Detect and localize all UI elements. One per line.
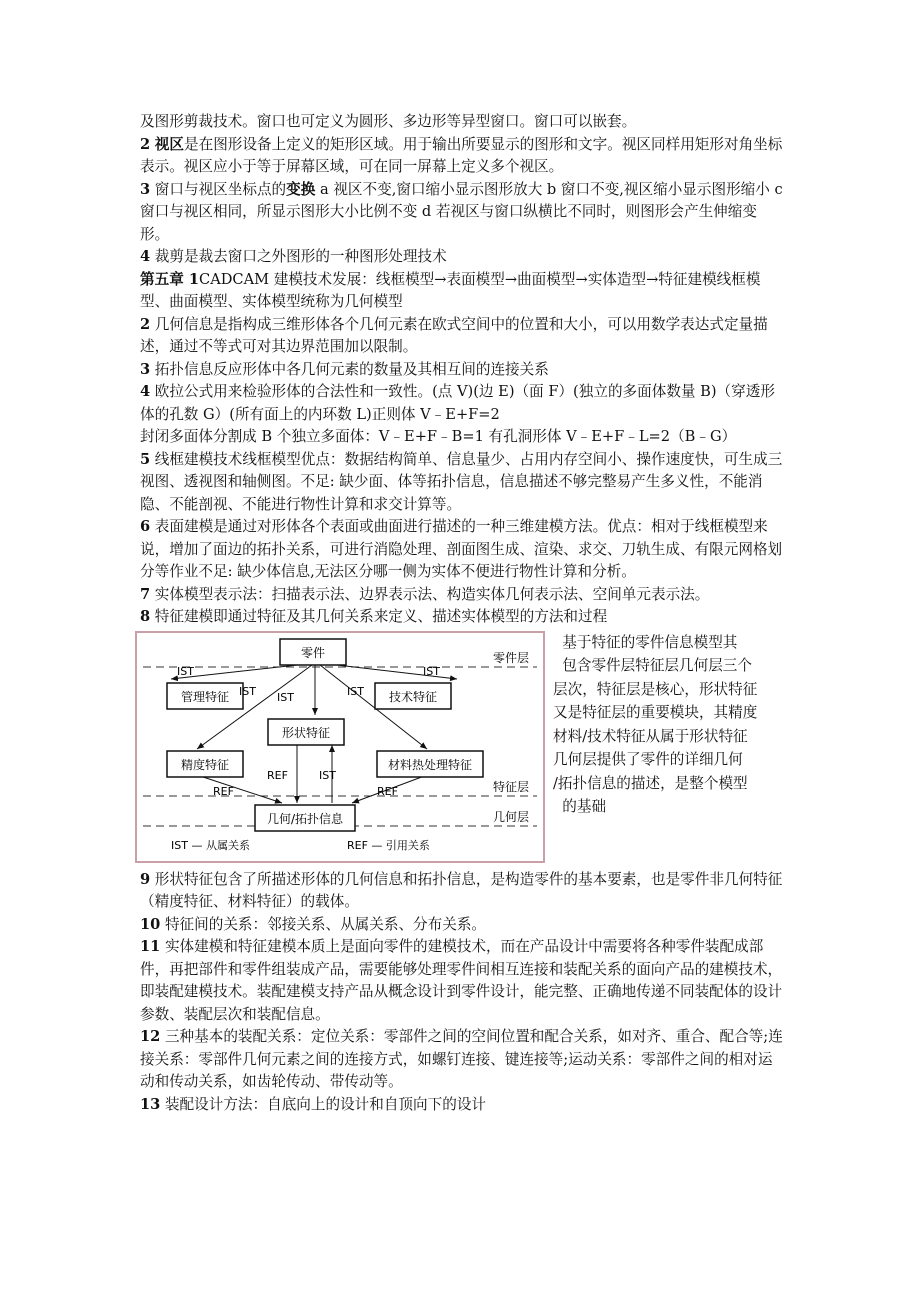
layer-label-feature: 特征层 [493, 779, 530, 794]
feature-model-diagram [135, 631, 545, 863]
paragraph-2: 2 视区是在图形设备上定义的矩形区域。用于输出所要显示的图形和文字。视区同样用矩形对角坐标表示。视区应小于等于屏幕区域，可在同一屏幕上定义多个视区。 [140, 135, 783, 175]
paragraph-3: 3 窗口与视区坐标点的变换 a 视区不变,窗口缩小显示图形放大 b 窗口不变,视区缩小显示图形缩小 c 窗口与视区相同，所显示图形大小比例不变 d 若视区与窗口纵横比不同时，则图形会产生伸缩变形。 [140, 180, 783, 243]
label-ist-3: IST [277, 690, 294, 704]
paragraph-ch5-11: 11 实体建模和特征建模本质上是面向零件的建模技术，而在产品设计中需要将各种零件装配成部件，再把部件和零件组装成产品，需要能够处理零件间相互连接和装配关系的面向产品的建模技术，即装配建模技术。装配建模支持产品从概念设计到零件设计，能完整、正确地传递不同装配体的设计参数、装配层次和装配信息。 [140, 938, 783, 1023]
paragraph-ch5-5: 5 线框建模技术线框模型优点：数据结构简单、信息量少、占用内存空间小、操作速度快，可生成三视图、透视图和轴侧图。不足: 缺少面、体等拓扑信息，信息描述不够完整易产生多义性，不能消隐、不能剖视、不能进行物性计算和求交计算等。 [140, 450, 783, 513]
paragraphs-top [140, 111, 785, 629]
paragraph-ch5-12: 12 三种基本的装配关系：定位关系：零部件之间的空间位置和配合关系，如对齐、重合、配合等;连接关系：零部件几何元素之间的连接方式，如螺钉连接、键连接等;运动关系：零部件之间的相对运动和传动关系，如齿轮传动、带传动等。 [140, 1028, 783, 1090]
paragraph-ch5-8: 8 特征建模即通过特征及其几何关系来定义、描述实体模型的方法和过程 [140, 608, 608, 625]
legend-ist: IST — 从属关系 [171, 838, 250, 852]
document-page [140, 111, 785, 1116]
paragraph-4: 4 裁剪是裁去窗口之外图形的一种图形处理技术 [140, 248, 447, 265]
paragraph-ch5-6: 6 表面建模是通过对形体各个表面或曲面进行描述的一种三维建模方法。优点：相对于线框模型来说，增加了面边的拓扑关系，可进行消隐处理、剖面图生成、渲染、求交、刀轨生成、有限元网格划分等作业不足: 缺少体信息,无法区分哪一侧为实体不便进行物性计算和分析。 [140, 518, 783, 580]
caption-line: 的基础 [553, 798, 607, 815]
label-ref-3: REF [377, 784, 398, 798]
paragraph-ch5-3: 3 拓扑信息反应形体中各几何元素的数量及其相互间的连接关系 [140, 360, 549, 378]
legend-ref: REF — 引用关系 [347, 838, 430, 852]
paragraph-0: 及图形剪裁技术。窗口也可定义为圆形、多边形等异型窗口。窗口可以嵌套。 [140, 113, 637, 130]
node-material: 材料热处理特征 [387, 757, 473, 772]
label-ref-1: REF [267, 768, 288, 782]
label-ist-6: IST [319, 768, 336, 782]
node-part: 零件 [300, 645, 326, 660]
paragraph-ch5-13: 13 装配设计方法：自底向上的设计和自顶向下的设计 [140, 1095, 487, 1113]
node-shape: 形状特征 [281, 725, 331, 740]
label-ist-1: IST [177, 664, 194, 678]
caption-line: /拓扑信息的描述，是整个模型 [553, 774, 748, 792]
paragraph-ch5-10: 10 特征间的关系：邻接关系、从属关系、分布关系。 [140, 915, 487, 933]
paragraph-ch5-4: 4 欧拉公式用来检验形体的合法性和一致性。(点 V)(边 E)（面 F）(独立的多面体数量 B)（穿透形体的孔数 G）(所有面上的内环数 L)正则体 V﹣E+F=2 [140, 383, 775, 423]
diagram-svg [137, 633, 543, 861]
node-manage: 管理特征 [180, 689, 230, 704]
layer-label-part: 零件层 [493, 650, 530, 665]
node-tech: 技术特征 [388, 689, 438, 704]
caption-line: 层次，特征层是核心，形状特征 [553, 680, 758, 698]
node-geo: 几何/拓扑信息 [266, 811, 344, 826]
paragraph-ch5-2: 2 几何信息是指构成三维形体各个几何元素在欧式空间中的位置和大小，可以用数学表达式定量描述，通过不等式可对其边界范围加以限制。 [140, 315, 768, 355]
label-ist-2: IST [239, 684, 256, 698]
caption-line: 基于特征的零件信息模型其 [553, 633, 738, 651]
figure-row [140, 631, 785, 869]
paragraph-ch5-4b: 封闭多面体分割成 B 个独立多面体：V﹣E+F﹣B=1 有孔洞形体 V﹣E+F﹣L=2（B﹣G） [140, 428, 737, 445]
caption-line: 包含零件层特征层几何层三个 [553, 657, 752, 674]
paragraphs-bottom [140, 869, 785, 1117]
caption-line: 几何层提供了零件的详细几何 [553, 751, 743, 768]
node-precision: 精度特征 [180, 757, 230, 772]
label-ist-4: IST [347, 684, 364, 698]
paragraph-ch5-1: 第五章 1CADCAM 建模技术发展：线框模型→表面模型→曲面模型→实体造型→特征建模线框模型、曲面模型、实体模型统称为几何模型 [140, 270, 761, 310]
paragraph-ch5-7: 7 实体模型表示法：扫描表示法、边界表示法、构造实体几何表示法、空间单元表示法。 [140, 585, 710, 603]
paragraph-ch5-9: 9 形状特征包含了所描述形体的几何信息和拓扑信息，是构造零件的基本要素，也是零件非几何特征（精度特征、材料特征）的载体。 [140, 870, 783, 910]
diagram-caption [553, 631, 785, 819]
caption-line: 材料/技术特征从属于形状特征 [553, 727, 748, 745]
label-ref-2: REF [213, 784, 234, 798]
layer-label-geometry: 几何层 [493, 809, 530, 824]
label-ist-5: IST [423, 664, 440, 678]
caption-line: 又是特征层的重要模块，其精度 [553, 704, 758, 721]
